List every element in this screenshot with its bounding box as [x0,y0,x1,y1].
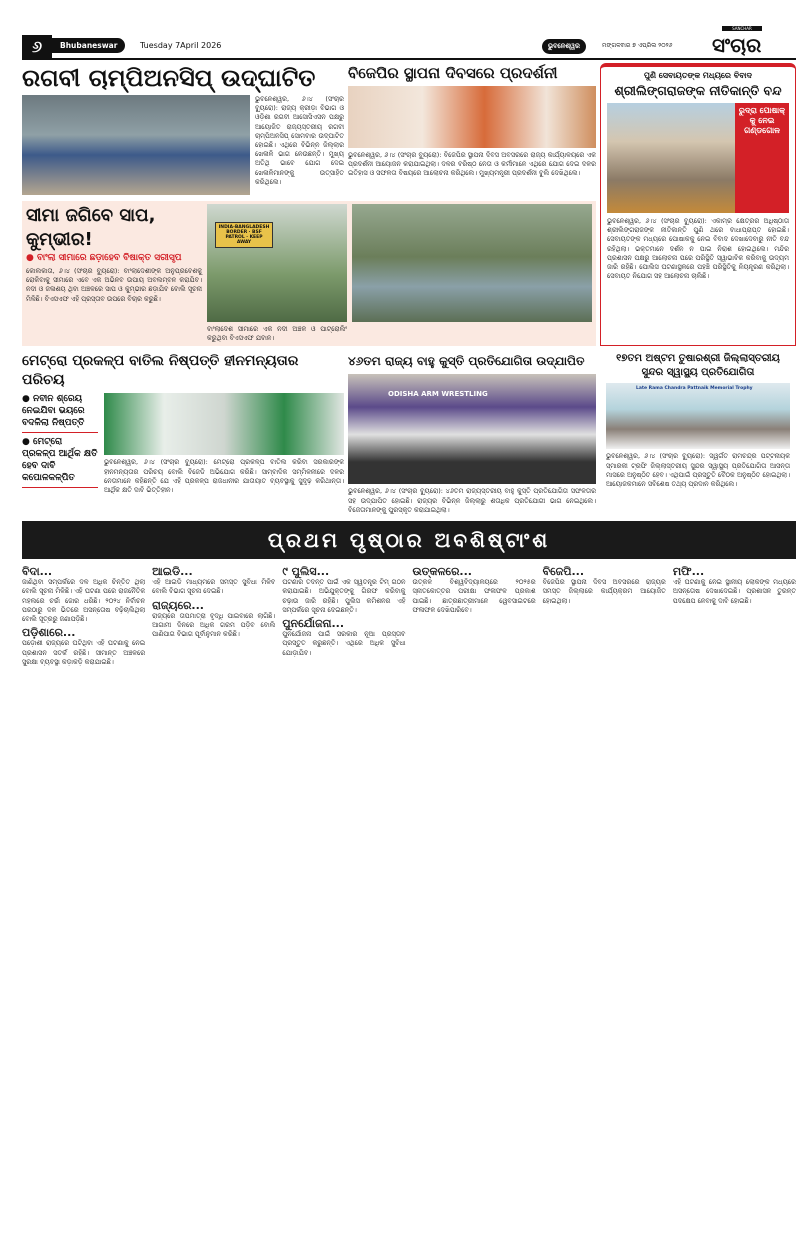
section-title: ମଫି... [672,565,705,579]
story-body: ଭୁବନେଶ୍ୱର, ୬।୪ (ସଂଚାର ବ୍ୟୁରୋ): ୪୬ତମ ରାଜ୍ୟସ୍ତରୀୟ ବାହୁ କୁସ୍ତି ପ୍ରତିଯୋଗିତା ସଫଳତାର ସହ ଉଦ୍‌ଯାପିତ ହୋଇଛି। ରାଜ୍ୟର ବିଭିନ୍ନ ଜିଲ୍ଲାରୁ ଶତାଧିକ ପ୍ରତିଯୋଗୀ ଭାଗ ନେଇଥିଲେ। ବିଜେତାମାନଙ୍କୁ ପୁରସ୍କୃତ କରାଯାଇଥିଲା। [348,487,596,514]
section-title: ପଡ଼ିଶାରେ... [22,626,76,640]
story-border [22,201,596,346]
date-odia: ମଙ୍ଗଳବାର ୭ ଏପ୍ରିଲ ୨୦୨୬ [602,42,673,49]
column-5 [543,563,666,667]
newspaper-logo: ସଂଚାର [712,33,762,57]
logo-tag: SANCHAR [722,26,762,31]
continued-banner [22,521,796,559]
story-bjp [348,63,596,195]
story-body: ଭୁବନେଶ୍ୱର, ୬।୪ (ସଂଚାର ବ୍ୟୁରୋ): ରାଜ୍ୟ କ୍ରୀଡ଼ା ବିଭାଗ ଓ ଓଡ଼ିଶା ରଗବୀ ଆସୋସିଏସନ ପକ୍ଷରୁ ଆୟୋଜିତ ରାଜ୍ୟସ୍ତରୀୟ ରଗବୀ ଚାମ୍ପିଅନସିପ୍ ସୋମବାର ଉଦ୍‌ଘାଟିତ ହୋଇଛି। ଏଥିରେ ବିଭିନ୍ନ ଜିଲ୍ଲାର ଖେଳାଳି ଭାଗ ନେଉଛନ୍ତି। ମୁଖ୍ୟ ଅତିଥି ଭାବେ ଯୋଗ ଦେଇ ଖେଳାଳିମାନଙ୍କୁ ଉତ୍ସାହିତ କରିଥିଲେ। [255,95,344,186]
top-stories [22,63,796,515]
bsf-boat-photo [352,204,592,322]
column-3 [282,563,405,667]
headline: ରଗବୀ ଚାମ୍ପିଅନସିପ୍ ଉଦ୍‌ଘାଟିତ [22,64,316,92]
border-fence-photo [207,204,347,322]
section-body: ରାଜ୍ୟରେ ତାପମାତ୍ରା ବୃଦ୍ଧି ପାଇବାରେ ଲାଗିଛି। ଆଗାମୀ ଦିନରେ ଅଧିକ ଗରମ ପଡ଼ିବ ବୋଲି ପାଣିପାଗ ବିଭାଗ ପୂର୍ବାନୁମାନ କରିଛି। [152,611,276,639]
story-wrestling [348,352,596,515]
headline: ୪୬ତମ ରାଜ୍ୟ ବାହୁ କୁସ୍ତି ପ୍ରତିଯୋଗିତା ଉଦ୍‌ଯାପିତ [348,354,585,369]
bullet-2 [22,433,98,488]
story-lingaraj [600,63,796,346]
page-number: ୬ [22,35,52,58]
event-photo [606,383,790,449]
border-boat [352,204,592,343]
section-title: ବିଦା... [22,565,53,579]
continued-columns [22,563,796,667]
bullet-icon: ● [22,437,33,448]
story-body: ଭୁବନେଶ୍ୱର, ୬।୪ (ସଂଚାର ବ୍ୟୁରୋ): ଏକାମ୍ର କ୍ଷେତ୍ରର ଅଧିଷ୍ଠାତା ଶ୍ରୀଲିଙ୍ଗରାଜଙ୍କ ନୀତିକାନ୍ତି ପୁଣି ଥରେ ବାଧାପ୍ରାପ୍ତ ହୋଇଛି। ସେବାୟତଙ୍କ ମଧ୍ୟରେ ପୋଷାକକୁ ନେଇ ବିବାଦ ଦେଖାଦେବାରୁ ନୀତି ବନ୍ଦ ରହିଥିଲା। ଭକ୍ତମାନେ ଦର୍ଶନ ନ ପାଇ ନିରାଶ ହୋଇଥିଲେ। ମନ୍ଦିର ପ୍ରଶାସନ ପକ୍ଷରୁ ଆଲୋଚନା ପରେ ପରିସ୍ଥିତି ସ୍ୱାଭାବିକ କରିବାକୁ ଉଦ୍ୟମ ଜାରି ରହିଛି। ପୋଲିସ ଘଟଣାସ୍ଥଳରେ ପହଞ୍ଚି ପରିସ୍ଥିତିକୁ ନିୟନ୍ତ୍ରଣ କରିଥିଲା। ସେବାୟତ ନିଯୋଗ ସହ ଆଲୋଚନା ଚାଲିଛି। [607,217,789,281]
bjp-photo [348,86,596,148]
banner-title: ପ୍ରଥମ ପୃଷ୍ଠାର ଅବଶିଷ୍ଟାଂଶ [267,528,551,553]
section-title: ଆଇଡି... [152,565,193,579]
section-body: ଉତ୍କଳ ବିଶ୍ୱବିଦ୍ୟାଳୟରେ ୨୦୨୫ର ସ୍ନାତକୋତ୍ତର ପରୀକ୍ଷା ଫଳାଫଳ ପ୍ରକାଶ ପାଇଛି। ଛାତ୍ରଛାତ୍ରୀମାନେ ୱେବସାଇଟରେ ଫଳାଫଳ ଦେଖିପାରିବେ। [412,578,536,614]
section-title: ପୁନର୍ଯୋଜନା... [282,617,345,631]
section-title: ବିଜେପି... [542,565,585,579]
story-body: କୋଲକାତା, ୬।୪ (ସଂଚାର ବ୍ୟୁରୋ): ବାଂଲାଦେଶୀଙ୍କ ଅନୁପ୍ରବେଶକୁ ରୋକିବାକୁ ସୀମାରେ ଏବେ ଏକ ଅଭିନବ ଉପାୟ ଅବଲମ୍ବନ କରାଯିବ। ନଦୀ ଓ ଜଳାଶୟ ଥିବା ଅଞ୍ଚଳରେ ସାପ ଓ କୁମ୍ଭୀର ଛଡ଼ାଯିବ ବୋଲି ସୂଚନା ମିଳିଛି। ବିଏସଏଫ ଏହି ପ୍ରସ୍ତାବ ଉପରେ ବିଚାର କରୁଛି। [26,267,202,303]
story-body: ଭୁବନେଶ୍ୱର, ୬।୪ (ସଂଚାର ବ୍ୟୁରୋ): ବିଜେପିର ସ୍ଥାପନା ଦିବସ ଅବସରରେ ରାଜ୍ୟ କାର୍ଯ୍ୟାଳୟରେ ଏକ ପ୍ରଦର୍ଶନୀ ଆୟୋଜନ କରାଯାଇଥିଲା। ଦଳର ବରିଷ୍ଠ ନେତା ଓ କର୍ମୀମାନେ ଏଥିରେ ଯୋଗ ଦେଇ ଦଳର ଇତିହାସ ଓ ସଫଳତା ବିଷୟରେ ଆଲୋଚନା କରିଥିଲେ। ମୁଖ୍ୟମନ୍ତ୍ରୀ ପ୍ରଦର୍ଶନୀ ବୁଲି ଦେଖିଥିଲେ। [348,151,596,178]
story-body: ଭୁବନେଶ୍ୱର, ୬।୪ (ସଂଚାର ବ୍ୟୁରୋ): ସ୍ୱର୍ଗତ ରାମଚନ୍ଦ୍ର ପଟ୍ଟନାୟକ ସ୍ମାରକୀ ଟ୍ରଫି ଜିଲ୍ଲାସ୍ତରୀୟ ସୁନ୍ଦର ସ୍ୱାସ୍ଥ୍ୟ ପ୍ରତିଯୋଗିତା ଆସନ୍ତା ମାସରେ ଅନୁଷ୍ଠିତ ହେବ। ଏଥିପାଇଁ ପ୍ରସ୍ତୁତି ବୈଠକ ଅନୁଷ୍ଠିତ ହୋଇଥିଲା। ଆୟୋଜକମାନେ ସବିଶେଷ ତଥ୍ୟ ପ୍ରଦାନ କରିଥିଲେ। [606,452,790,489]
border-sign: INDIA-BANGLADESH BORDER · BSF PATROL · KEEP AWAY [215,222,273,248]
story-rugby [22,63,344,195]
section-body: ପଡ଼ୋଶୀ ରାଜ୍ୟରେ ଘଟିଥିବା ଏହି ଘଟଣାକୁ ନେଇ ପ୍ରଶାସନ ସତର୍କ ରହିଛି। ସୀମାନ୍ତ ଅଞ୍ଚଳରେ ସୁରକ୍ଷା ବ୍ୟବସ୍ଥା କଡ଼ାକଡ଼ି କରାଯାଇଛି। [22,639,146,666]
headline: ୧୭ତମ ଅଷ୍ଟମ ତୁଷାରଶ୍ରୀ ଜିଲ୍ଲାସ୍ତରୀୟ ସୁନ୍ଦର ସ୍ୱାସ୍ଥ୍ୟ ପ୍ରତିଯୋଗିତା [616,353,780,379]
border-text [26,204,202,343]
headline: ଶ୍ରୀଲିଙ୍ଗରାଜଙ୍କ ନୀତିକାନ୍ତି ବନ୍ଦ [614,83,782,98]
city-odia: ଭୁବନେଶ୍ୱର [542,39,586,54]
headline: ସୀମା ଜଗିବେ ସାପ, କୁମ୍ଭୀର! [26,205,156,250]
bullet-text: ନବୀନ ଶ୍ରେୟ ନେଇଯିବା ଭୟରେ ବଦଳିଲା ନିଷ୍ପତ୍ତି [22,394,85,429]
section-title: ୯ ପୁଲିସ... [282,565,330,579]
edition-date: Tuesday 7April 2026 [140,41,222,50]
bullet-icon: ● [26,253,34,263]
event-banner: ODISHA ARM WRESTLING [388,390,488,399]
headline: ବିଜେପିର ସ୍ଥାପନା ଦିବସରେ ପ୍ରଦର୍ଶନୀ [348,64,558,82]
section-body: ଜାଣିଥିବା ସମ୍ପର୍କରେ ଦଳ ଅଧିକ ଚିନ୍ତିତ ଥିଲା ବୋଲି ସୂଚନା ମିଳିଛି। ଏହି ଘଟଣା ପରେ ରାଜନୈତିକ ମହଲରେ ଚର୍ଚ୍ଚା ଜୋର ଧରିଛି। ୨୦୨୪ ନିର୍ବାଚନ ପରଠାରୁ ଦଳ ଭିତରେ ଅସନ୍ତୋଷ ବଢ଼ିଚାଲିଥିଲା ବୋଲି ସୂତ୍ରରୁ ଜଣାପଡ଼ିଛି। [22,578,146,624]
section-body: ଏହି ଘଟଣାକୁ ନେଇ ସ୍ଥାନୀୟ ଲୋକଙ୍କ ମଧ୍ୟରେ ଅସନ୍ତୋଷ ଦେଖାଦେଇଛି। ପ୍ରଶାସନ ତୁରନ୍ତ ପଦକ୍ଷେପ ନେବାକୁ ଦାବି ହୋଇଛି। [672,578,796,605]
wrestling-team-photo [348,374,596,484]
rugby-photo [22,95,250,195]
edition-city: Bhubaneswar [52,38,125,53]
border-fence [207,204,347,343]
section-title: ରାଜ୍ୟରେ... [152,598,204,612]
story-body: ଭୁବନେଶ୍ୱର, ୬।୪ (ସଂଚାର ବ୍ୟୁରୋ): ମେଟ୍ରୋ ପ୍ରକଳ୍ପ ବାତିଲ କରିବା ସରକାରଙ୍କ ହୀନମନ୍ୟତାର ପରିଚୟ ବୋଲି ବିଜେଡି ଅଭିଯୋଗ କରିଛି। ସାମ୍ବାଦିକ ସମ୍ମିଳନୀରେ ଦଳର ନେତାମାନେ କହିଛନ୍ତି ଯେ ଏହି ପ୍ରକଳ୍ପ ରାଜଧାନୀର ଯାତାୟାତ ବ୍ୟବସ୍ଥାକୁ ସୁଦୃଢ଼ କରିଥାନ୍ତା। ଆର୍ଥିକ କ୍ଷତି ଦାବି ଭିତ୍ତିହୀନ। [104,458,344,495]
press-conference-photo [104,393,344,455]
column-4 [412,563,535,667]
kicker: ପୁଣି ସେବାୟତଙ୍କ ମଧ୍ୟରେ ବିବାଦ [643,71,753,80]
section-body: ପୁନର୍ଯୋଜନା ପାଇଁ ସରକାର ନୂଆ ପ୍ରସ୍ତାବ ପ୍ରସ୍ତୁତ କରୁଛନ୍ତି। ଏଥିରେ ଅଧିକ ସୁବିଧା ଯୋଡ଼ାଯିବ। [282,630,406,657]
poster-text: Late Rama Chandra Pattnaik Memorial Trophy [636,386,753,392]
photo-caption: ବାଂଲାଦେଶ ସୀମାରେ ଏକ ନଦୀ ଅଞ୍ଚଳ ଓ ପାଟ୍ରୋଲିଂ କରୁଥିବା ବିଏସଏଫ ଯବାନ। [207,325,347,343]
section-body: ଏହି ଆଇଡି ମାଧ୍ୟମରେ ସମସ୍ତ ସୁବିଧା ମିଳିବ ବୋଲି ବିଭାଗ ସୂଚନା ଦେଇଛି। [152,578,276,596]
headline: ମେଟ୍ରୋ ପ୍ରକଳ୍ପ ବାତିଲ ନିଷ୍ପତ୍ତି ହୀନମନ୍ୟତାର ପରିଚୟ [22,353,299,389]
column-6 [673,563,796,667]
section-body: ଘଟଣାର ତଦନ୍ତ ପାଇଁ ଏକ ସ୍ୱତନ୍ତ୍ର ଟିମ୍ ଗଠନ କରାଯାଇଛି। ଅଭିଯୁକ୍ତଙ୍କୁ ଗିରଫ କରିବାକୁ ଚଢ଼ାଉ ଜାରି ରହିଛି। ପୁଲିସ କମିଶନର ଏହି ସମ୍ପର୍କରେ ସୂଚନା ଦେଇଛନ୍ତି। [282,578,406,614]
bullet-icon: ● [22,394,33,405]
badge: ରୁଦ୍ରା ପୋଷାକ୍ କୁ ନେଇ ଗଣ୍ଡଗୋଳ [735,103,789,213]
temple-photo [607,103,735,213]
subhead: ବାଂଲା ସୀମାରେ ଛଡ଼ାହେବ ବିଷାକ୍ତ ସରୀସୃପ [37,253,182,263]
bullet-1 [22,393,98,433]
column-1 [22,563,145,667]
bullet-text: ମେଟ୍ରୋ ପ୍ରକଳ୍ପ ଆର୍ଥିକ କ୍ଷତି ହେବ ଦାବି କପୋଳକଳ୍ପିତ [22,437,98,484]
story-health [600,352,796,515]
section-title: ଉତ୍କଳରେ... [412,565,472,579]
column-2 [152,563,275,667]
section-body: ବିଜେପିର ସ୍ଥାପନା ଦିବସ ଅବସରରେ ରାଜ୍ୟର ସମସ୍ତ ଜିଲ୍ଲାରେ କାର୍ଯ୍ୟକ୍ରମ ଆୟୋଜିତ ହୋଇଥିଲା। [542,578,666,605]
story-metro [22,352,344,515]
masthead [22,26,796,60]
